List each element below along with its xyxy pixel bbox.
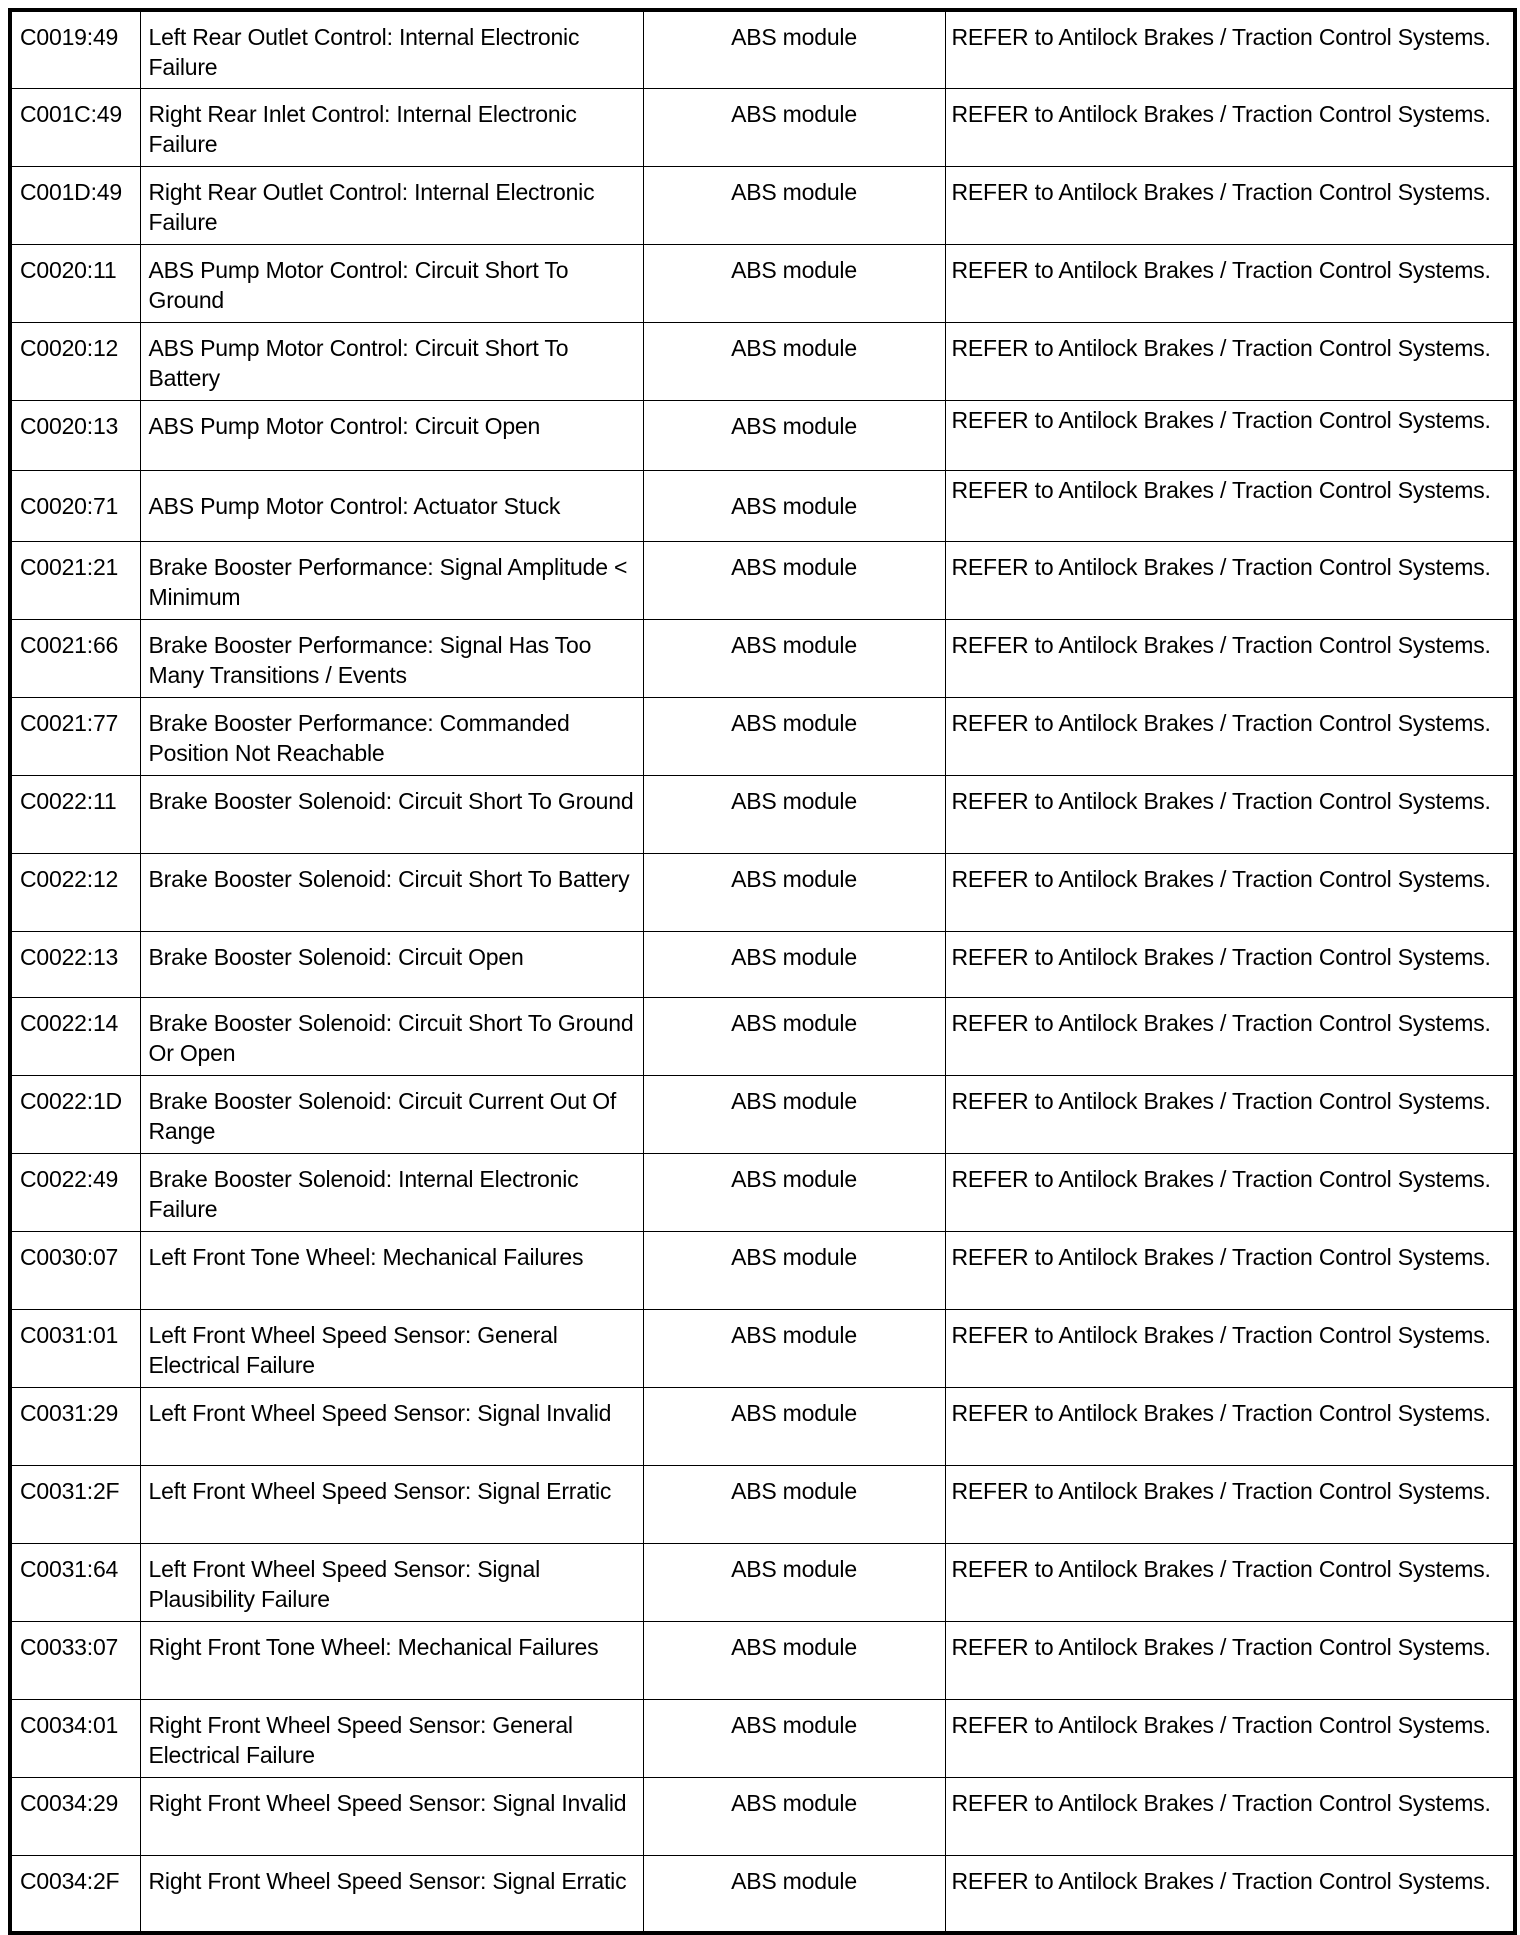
module-cell: ABS module (643, 541, 945, 619)
description-cell: Right Front Wheel Speed Sensor: Signal Invalid (140, 1777, 643, 1855)
description-cell: Brake Booster Solenoid: Circuit Short To Ground Or Open (140, 997, 643, 1075)
description-cell: Brake Booster Performance: Commanded Position Not Reachable (140, 697, 643, 775)
dtc-code-cell: C0021:66 (10, 619, 140, 697)
action-cell: REFER to Antilock Brakes / Traction Control Systems. (945, 1075, 1515, 1153)
table-row (10, 10, 1515, 88)
table-row (10, 1621, 1515, 1699)
module-cell: ABS module (643, 853, 945, 931)
action-cell: REFER to Antilock Brakes / Traction Control Systems. (945, 1153, 1515, 1231)
action-cell: REFER to Antilock Brakes / Traction Control Systems. (945, 1699, 1515, 1777)
action-cell: REFER to Antilock Brakes / Traction Control Systems. (945, 244, 1515, 322)
action-cell: REFER to Antilock Brakes / Traction Control Systems. (945, 88, 1515, 166)
description-cell: Brake Booster Solenoid: Circuit Open (140, 931, 643, 997)
module-cell: ABS module (643, 88, 945, 166)
module-cell: ABS module (643, 1855, 945, 1933)
description-cell: ABS Pump Motor Control: Circuit Short To Battery (140, 322, 643, 400)
description-cell: Brake Booster Solenoid: Internal Electronic Failure (140, 1153, 643, 1231)
action-cell: REFER to Antilock Brakes / Traction Control Systems. (945, 1465, 1515, 1543)
table-row (10, 1699, 1515, 1777)
action-cell: REFER to Antilock Brakes / Traction Control Systems. (945, 1621, 1515, 1699)
table-row (10, 1465, 1515, 1543)
dtc-code-cell: C0030:07 (10, 1231, 140, 1309)
module-cell: ABS module (643, 1465, 945, 1543)
action-cell: REFER to Antilock Brakes / Traction Control Systems. (945, 1777, 1515, 1855)
description-cell: Left Front Wheel Speed Sensor: Signal Plausibility Failure (140, 1543, 643, 1621)
module-cell: ABS module (643, 1387, 945, 1465)
description-cell: ABS Pump Motor Control: Circuit Short To Ground (140, 244, 643, 322)
dtc-code-cell: C0022:12 (10, 853, 140, 931)
dtc-code-cell: C0031:29 (10, 1387, 140, 1465)
module-cell: ABS module (643, 244, 945, 322)
module-cell: ABS module (643, 322, 945, 400)
description-cell: Right Rear Inlet Control: Internal Electronic Failure (140, 88, 643, 166)
table-row (10, 1309, 1515, 1387)
table-row (10, 400, 1515, 470)
action-cell: REFER to Antilock Brakes / Traction Control Systems. (945, 470, 1515, 541)
module-cell: ABS module (643, 931, 945, 997)
action-cell: REFER to Antilock Brakes / Traction Control Systems. (945, 10, 1515, 88)
module-cell: ABS module (643, 166, 945, 244)
action-cell: REFER to Antilock Brakes / Traction Control Systems. (945, 697, 1515, 775)
dtc-code-cell: C0034:29 (10, 1777, 140, 1855)
description-cell: Brake Booster Solenoid: Circuit Current Out Of Range (140, 1075, 643, 1153)
dtc-code-cell: C0034:01 (10, 1699, 140, 1777)
module-cell: ABS module (643, 1309, 945, 1387)
module-cell: ABS module (643, 1153, 945, 1231)
module-cell: ABS module (643, 1231, 945, 1309)
table-row (10, 541, 1515, 619)
description-cell: ABS Pump Motor Control: Actuator Stuck (140, 470, 643, 541)
dtc-code-cell: C001D:49 (10, 166, 140, 244)
dtc-code-cell: C0020:11 (10, 244, 140, 322)
description-cell: Left Front Wheel Speed Sensor: Signal Invalid (140, 1387, 643, 1465)
dtc-code-cell: C0020:12 (10, 322, 140, 400)
module-cell: ABS module (643, 775, 945, 853)
description-cell: Right Front Wheel Speed Sensor: Signal Erratic (140, 1855, 643, 1933)
table-row (10, 1231, 1515, 1309)
action-cell: REFER to Antilock Brakes / Traction Control Systems. (945, 1231, 1515, 1309)
description-cell: Brake Booster Performance: Signal Amplitude < Minimum (140, 541, 643, 619)
table-row (10, 244, 1515, 322)
table-row (10, 853, 1515, 931)
description-cell: ABS Pump Motor Control: Circuit Open (140, 400, 643, 470)
action-cell: REFER to Antilock Brakes / Traction Control Systems. (945, 853, 1515, 931)
table-row (10, 166, 1515, 244)
dtc-code-cell: C0021:77 (10, 697, 140, 775)
module-cell: ABS module (643, 1621, 945, 1699)
module-cell: ABS module (643, 400, 945, 470)
dtc-code-cell: C0022:49 (10, 1153, 140, 1231)
action-cell: REFER to Antilock Brakes / Traction Control Systems. (945, 775, 1515, 853)
table-row (10, 1075, 1515, 1153)
description-cell: Left Rear Outlet Control: Internal Electronic Failure (140, 10, 643, 88)
dtc-table-body (10, 10, 1515, 1933)
table-row (10, 1543, 1515, 1621)
dtc-code-cell: C0022:1D (10, 1075, 140, 1153)
module-cell: ABS module (643, 10, 945, 88)
action-cell: REFER to Antilock Brakes / Traction Control Systems. (945, 1309, 1515, 1387)
dtc-code-cell: C0031:01 (10, 1309, 140, 1387)
dtc-code-cell: C0020:71 (10, 470, 140, 541)
module-cell: ABS module (643, 619, 945, 697)
action-cell: REFER to Antilock Brakes / Traction Control Systems. (945, 166, 1515, 244)
module-cell: ABS module (643, 1777, 945, 1855)
description-cell: Left Front Wheel Speed Sensor: Signal Erratic (140, 1465, 643, 1543)
table-row (10, 322, 1515, 400)
dtc-table (8, 8, 1517, 1935)
action-cell: REFER to Antilock Brakes / Traction Control Systems. (945, 322, 1515, 400)
dtc-code-cell: C0034:2F (10, 1855, 140, 1933)
description-cell: Right Front Wheel Speed Sensor: General Electrical Failure (140, 1699, 643, 1777)
table-row (10, 1855, 1515, 1933)
action-cell: REFER to Antilock Brakes / Traction Control Systems. (945, 541, 1515, 619)
dtc-code-cell: C0022:13 (10, 931, 140, 997)
description-cell: Brake Booster Solenoid: Circuit Short To Ground (140, 775, 643, 853)
table-row (10, 88, 1515, 166)
dtc-code-cell: C0022:11 (10, 775, 140, 853)
dtc-code-cell: C0019:49 (10, 10, 140, 88)
dtc-code-cell: C0021:21 (10, 541, 140, 619)
table-row (10, 775, 1515, 853)
module-cell: ABS module (643, 1075, 945, 1153)
dtc-code-cell: C0020:13 (10, 400, 140, 470)
description-cell: Brake Booster Solenoid: Circuit Short To Battery (140, 853, 643, 931)
description-cell: Brake Booster Performance: Signal Has Too Many Transitions / Events (140, 619, 643, 697)
description-cell: Right Rear Outlet Control: Internal Electronic Failure (140, 166, 643, 244)
action-cell: REFER to Antilock Brakes / Traction Control Systems. (945, 1387, 1515, 1465)
dtc-code-cell: C0031:2F (10, 1465, 140, 1543)
action-cell: REFER to Antilock Brakes / Traction Control Systems. (945, 997, 1515, 1075)
module-cell: ABS module (643, 697, 945, 775)
dtc-code-cell: C0022:14 (10, 997, 140, 1075)
dtc-code-cell: C001C:49 (10, 88, 140, 166)
module-cell: ABS module (643, 1543, 945, 1621)
table-row (10, 1387, 1515, 1465)
table-row (10, 470, 1515, 541)
table-row (10, 1153, 1515, 1231)
description-cell: Left Front Wheel Speed Sensor: General Electrical Failure (140, 1309, 643, 1387)
action-cell: REFER to Antilock Brakes / Traction Control Systems. (945, 400, 1515, 470)
table-row (10, 997, 1515, 1075)
action-cell: REFER to Antilock Brakes / Traction Control Systems. (945, 619, 1515, 697)
action-cell: REFER to Antilock Brakes / Traction Control Systems. (945, 1543, 1515, 1621)
module-cell: ABS module (643, 470, 945, 541)
dtc-code-cell: C0031:64 (10, 1543, 140, 1621)
table-row (10, 1777, 1515, 1855)
table-row (10, 619, 1515, 697)
action-cell: REFER to Antilock Brakes / Traction Control Systems. (945, 1855, 1515, 1933)
table-row (10, 697, 1515, 775)
dtc-code-cell: C0033:07 (10, 1621, 140, 1699)
description-cell: Left Front Tone Wheel: Mechanical Failures (140, 1231, 643, 1309)
module-cell: ABS module (643, 1699, 945, 1777)
description-cell: Right Front Tone Wheel: Mechanical Failures (140, 1621, 643, 1699)
module-cell: ABS module (643, 997, 945, 1075)
action-cell: REFER to Antilock Brakes / Traction Control Systems. (945, 931, 1515, 997)
table-row (10, 931, 1515, 997)
